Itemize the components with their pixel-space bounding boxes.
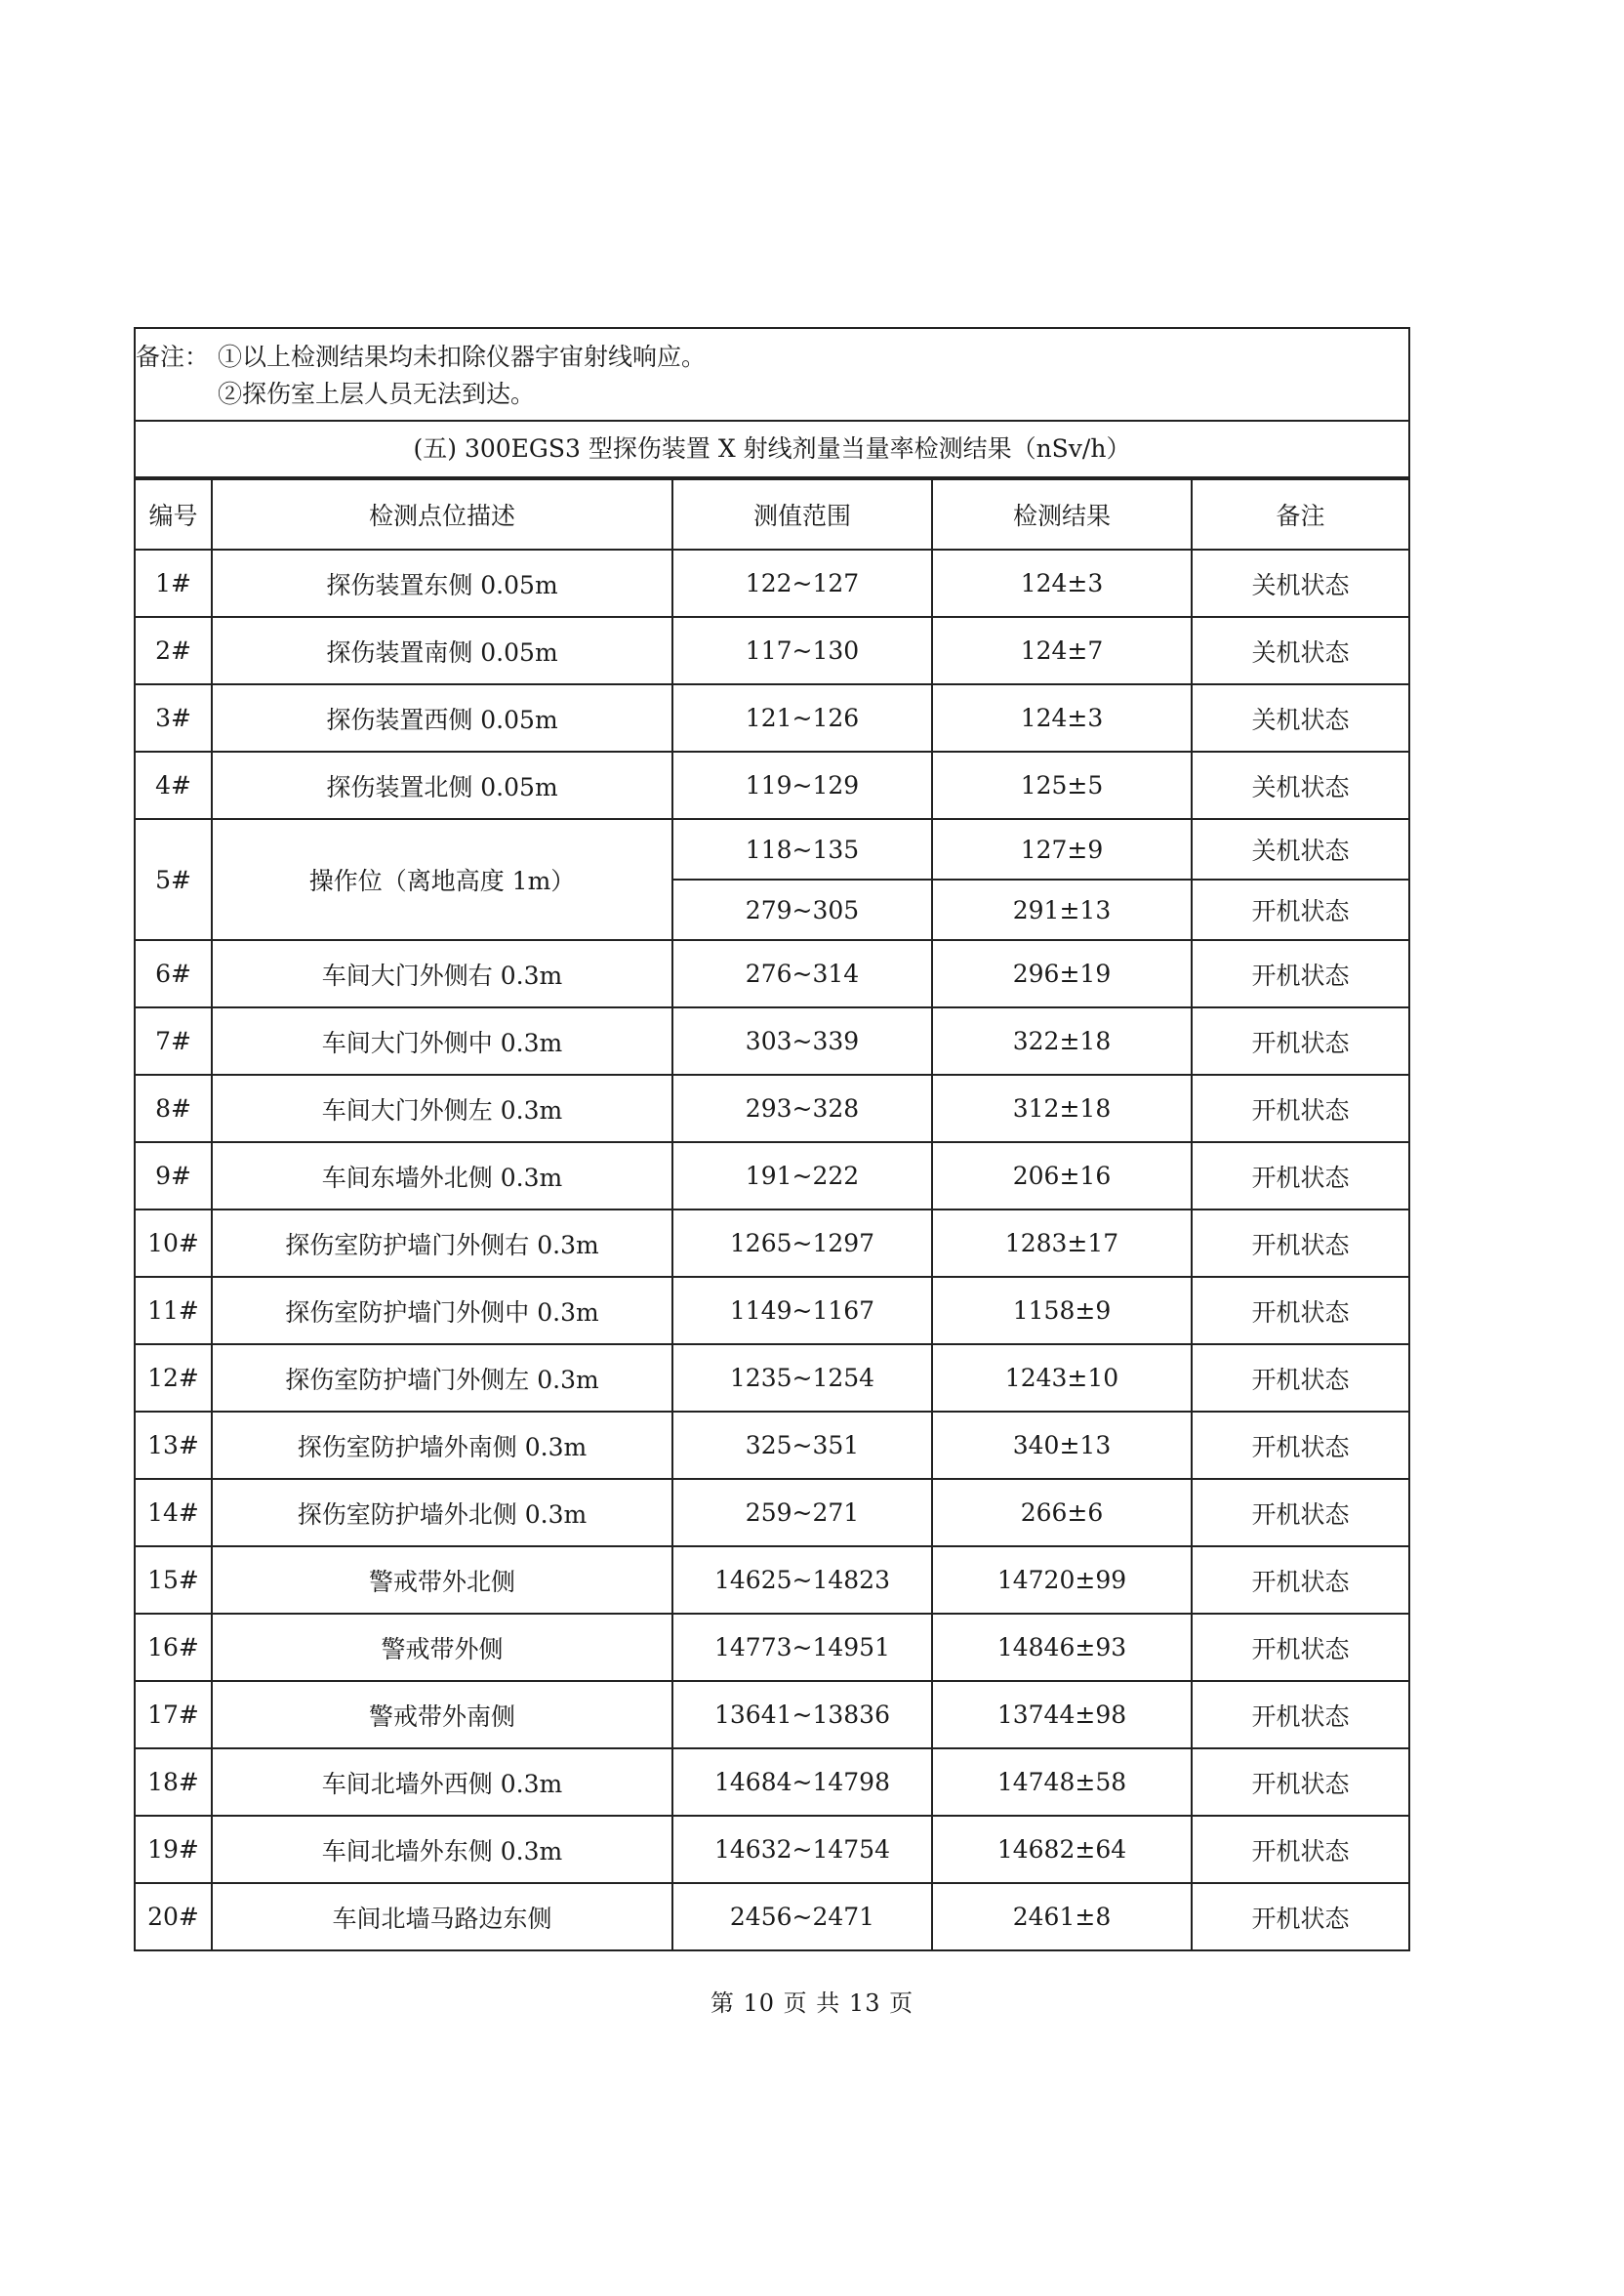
cell-remark: 开机状态 — [1192, 1681, 1408, 1748]
cell-no: 9# — [136, 1142, 212, 1210]
note-1: ①以上检测结果均未扣除仪器宇宙射线响应。 — [218, 343, 707, 371]
table-title: (五) 300EGS3 型探伤装置 X 射线剂量当量率检测结果（nSv/h） — [136, 422, 1408, 478]
cell-range: 119~129 — [672, 752, 932, 819]
page-number: 第 10 页 共 13 页 — [710, 1989, 914, 2017]
cell-range: 191~222 — [672, 1142, 932, 1210]
table-row — [136, 752, 1408, 819]
table-row — [136, 1546, 1408, 1614]
cell-location: 探伤室防护墙外南侧 0.3m — [212, 1412, 672, 1479]
cell-remark: 开机状态 — [1192, 940, 1408, 1007]
cell-remark: 开机状态 — [1192, 880, 1408, 940]
cell-remark: 开机状态 — [1192, 1816, 1408, 1883]
cell-range: 1149~1167 — [672, 1277, 932, 1344]
cell-no: 15# — [136, 1546, 212, 1614]
cell-no: 5# — [136, 819, 212, 940]
cell-remark: 开机状态 — [1192, 1210, 1408, 1277]
cell-no: 7# — [136, 1007, 212, 1075]
cell-result: 206±16 — [932, 1142, 1192, 1210]
table-row — [136, 940, 1408, 1007]
cell-result: 14846±93 — [932, 1614, 1192, 1681]
table-row — [136, 1883, 1408, 1950]
cell-range: 14684~14798 — [672, 1748, 932, 1816]
table-row — [136, 1816, 1408, 1883]
cell-location: 探伤室防护墙门外侧右 0.3m — [212, 1210, 672, 1277]
cell-no: 10# — [136, 1210, 212, 1277]
cell-location: 探伤室防护墙门外侧中 0.3m — [212, 1277, 672, 1344]
table-row — [136, 1681, 1408, 1748]
cell-range: 122~127 — [672, 550, 932, 617]
cell-no: 6# — [136, 940, 212, 1007]
cell-range: 14632~14754 — [672, 1816, 932, 1883]
cell-range: 118~135 — [672, 819, 932, 880]
notes-block — [136, 329, 1408, 422]
header-range: 测值范围 — [672, 479, 932, 550]
cell-remark: 开机状态 — [1192, 1412, 1408, 1479]
cell-location: 探伤装置东侧 0.05m — [212, 550, 672, 617]
cell-range: 279~305 — [672, 880, 932, 940]
cell-result: 340±13 — [932, 1412, 1192, 1479]
cell-location: 探伤室防护墙门外侧左 0.3m — [212, 1344, 672, 1412]
table-row — [136, 1412, 1408, 1479]
cell-result: 296±19 — [932, 940, 1192, 1007]
header-result: 检测结果 — [932, 479, 1192, 550]
table-row — [136, 550, 1408, 617]
cell-remark: 关机状态 — [1192, 819, 1408, 880]
table-row — [136, 1007, 1408, 1075]
cell-location: 警戒带外南侧 — [212, 1681, 672, 1748]
table-row — [136, 1479, 1408, 1546]
cell-no: 13# — [136, 1412, 212, 1479]
cell-location: 车间北墙外东侧 0.3m — [212, 1816, 672, 1883]
cell-location: 探伤装置南侧 0.05m — [212, 617, 672, 684]
cell-remark: 关机状态 — [1192, 752, 1408, 819]
cell-no: 12# — [136, 1344, 212, 1412]
note-line-1 — [136, 339, 1408, 376]
cell-no: 8# — [136, 1075, 212, 1142]
cell-range: 121~126 — [672, 684, 932, 752]
cell-no: 2# — [136, 617, 212, 684]
cell-location: 车间大门外侧中 0.3m — [212, 1007, 672, 1075]
cell-range: 2456~2471 — [672, 1883, 932, 1950]
table-row — [136, 1075, 1408, 1142]
cell-no: 17# — [136, 1681, 212, 1748]
cell-result: 1243±10 — [932, 1344, 1192, 1412]
cell-no: 14# — [136, 1479, 212, 1546]
cell-location: 车间东墙外北侧 0.3m — [212, 1142, 672, 1210]
cell-no: 1# — [136, 550, 212, 617]
cell-range: 276~314 — [672, 940, 932, 1007]
cell-location: 警戒带外北侧 — [212, 1546, 672, 1614]
cell-no: 19# — [136, 1816, 212, 1883]
cell-remark: 开机状态 — [1192, 1277, 1408, 1344]
cell-location: 车间北墙外西侧 0.3m — [212, 1748, 672, 1816]
cell-result: 14720±99 — [932, 1546, 1192, 1614]
cell-no: 20# — [136, 1883, 212, 1950]
cell-remark: 开机状态 — [1192, 1748, 1408, 1816]
cell-result: 13744±98 — [932, 1681, 1192, 1748]
cell-remark: 开机状态 — [1192, 1614, 1408, 1681]
cell-result: 125±5 — [932, 752, 1192, 819]
cell-remark: 开机状态 — [1192, 1142, 1408, 1210]
cell-location: 探伤装置西侧 0.05m — [212, 684, 672, 752]
cell-result: 14682±64 — [932, 1816, 1192, 1883]
cell-range: 259~271 — [672, 1479, 932, 1546]
table-row — [136, 1344, 1408, 1412]
cell-result: 2461±8 — [932, 1883, 1192, 1950]
cell-no: 11# — [136, 1277, 212, 1344]
header-remark: 备注 — [1192, 479, 1408, 550]
table-row — [136, 1277, 1408, 1344]
cell-remark: 关机状态 — [1192, 684, 1408, 752]
header-location: 检测点位描述 — [212, 479, 672, 550]
table-row — [136, 684, 1408, 752]
table-row — [136, 617, 1408, 684]
cell-range: 293~328 — [672, 1075, 932, 1142]
cell-result: 127±9 — [932, 819, 1192, 880]
note-line-2 — [136, 376, 1408, 413]
cell-remark: 关机状态 — [1192, 550, 1408, 617]
cell-no: 18# — [136, 1748, 212, 1816]
cell-remark: 开机状态 — [1192, 1883, 1408, 1950]
notes-label: 备注： — [136, 343, 210, 371]
header-no: 编号 — [136, 479, 212, 550]
cell-result: 291±13 — [932, 880, 1192, 940]
report-sheet — [134, 327, 1410, 1951]
cell-range: 14625~14823 — [672, 1546, 932, 1614]
table-row — [136, 819, 1408, 880]
cell-no: 16# — [136, 1614, 212, 1681]
cell-result: 1283±17 — [932, 1210, 1192, 1277]
cell-location: 车间大门外侧右 0.3m — [212, 940, 672, 1007]
cell-remark: 开机状态 — [1192, 1479, 1408, 1546]
cell-location: 警戒带外侧 — [212, 1614, 672, 1681]
cell-no: 4# — [136, 752, 212, 819]
cell-remark: 开机状态 — [1192, 1546, 1408, 1614]
cell-location: 操作位（离地高度 1m） — [212, 819, 672, 940]
cell-result: 14748±58 — [932, 1748, 1192, 1816]
table-row — [136, 1142, 1408, 1210]
header-row — [136, 479, 1408, 550]
table-row — [136, 1748, 1408, 1816]
cell-result: 322±18 — [932, 1007, 1192, 1075]
cell-remark: 关机状态 — [1192, 617, 1408, 684]
cell-result: 1158±9 — [932, 1277, 1192, 1344]
note-2: ②探伤室上层人员无法到达。 — [218, 379, 536, 408]
results-table — [136, 478, 1408, 1951]
table-row — [136, 1614, 1408, 1681]
cell-result: 312±18 — [932, 1075, 1192, 1142]
cell-range: 14773~14951 — [672, 1614, 932, 1681]
cell-range: 1265~1297 — [672, 1210, 932, 1277]
cell-range: 13641~13836 — [672, 1681, 932, 1748]
cell-location: 探伤装置北侧 0.05m — [212, 752, 672, 819]
cell-range: 1235~1254 — [672, 1344, 932, 1412]
table-row — [136, 1210, 1408, 1277]
cell-location: 车间大门外侧左 0.3m — [212, 1075, 672, 1142]
cell-no: 3# — [136, 684, 212, 752]
cell-range: 325~351 — [672, 1412, 932, 1479]
cell-range: 303~339 — [672, 1007, 932, 1075]
cell-remark: 开机状态 — [1192, 1075, 1408, 1142]
cell-remark: 开机状态 — [1192, 1007, 1408, 1075]
cell-range: 117~130 — [672, 617, 932, 684]
cell-location: 车间北墙马路边东侧 — [212, 1883, 672, 1950]
cell-result: 124±7 — [932, 617, 1192, 684]
cell-result: 124±3 — [932, 684, 1192, 752]
cell-result: 266±6 — [932, 1479, 1192, 1546]
cell-remark: 开机状态 — [1192, 1344, 1408, 1412]
cell-location: 探伤室防护墙外北侧 0.3m — [212, 1479, 672, 1546]
cell-result: 124±3 — [932, 550, 1192, 617]
